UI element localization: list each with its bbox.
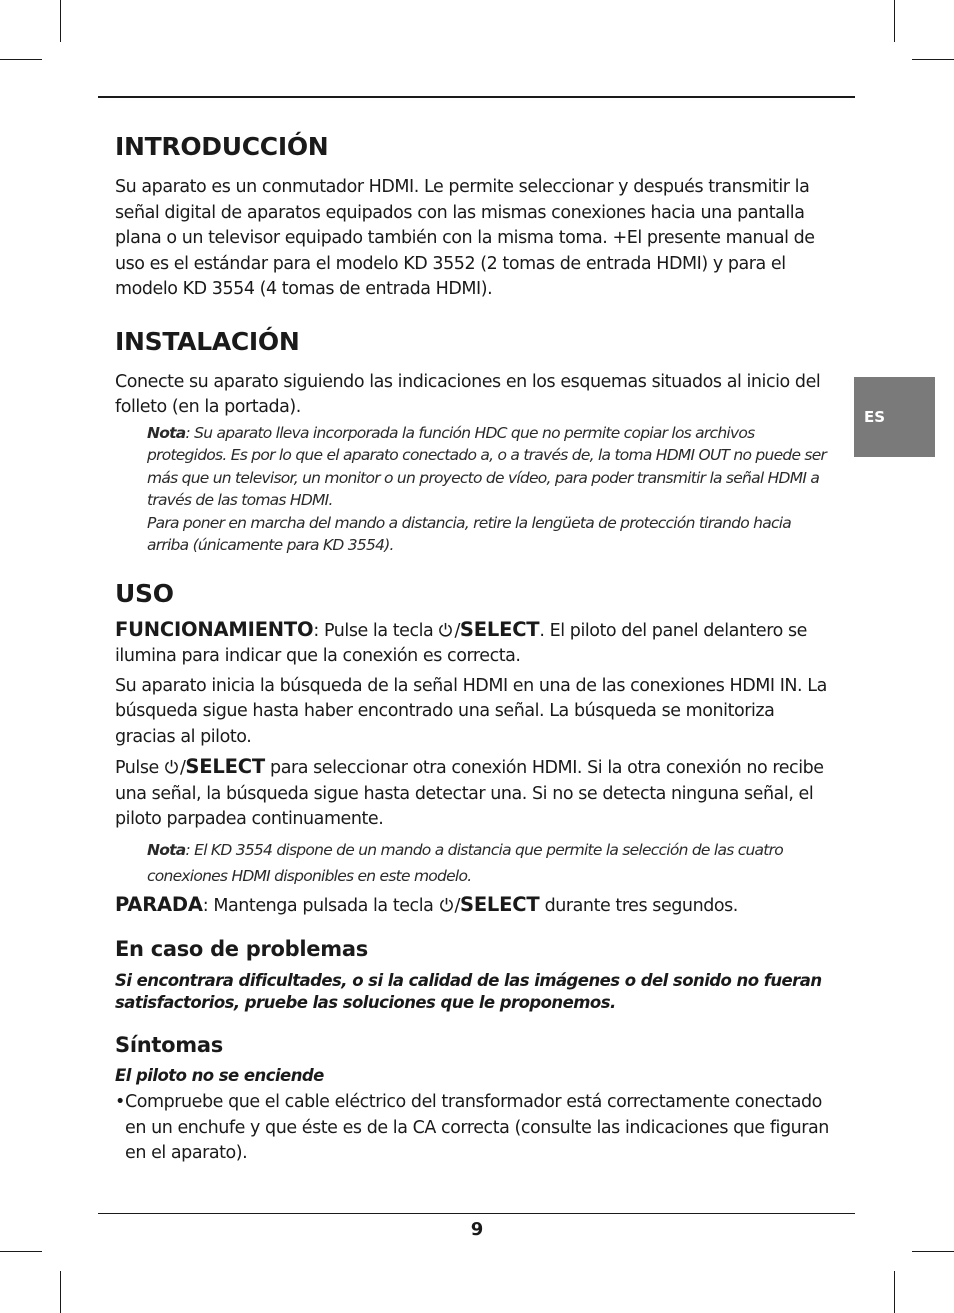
uso-heading: USO [115, 578, 174, 608]
select-key-label: SELECT [459, 617, 540, 641]
select-key-label: SELECT [459, 892, 540, 916]
crop-mark [894, 1271, 895, 1313]
page-number: 9 [470, 1219, 484, 1240]
troubleshooting-heading: En caso de problemas [115, 937, 368, 961]
pulse-text: Pulse [115, 758, 164, 778]
footer-rule [98, 1213, 855, 1214]
slash: / [179, 758, 186, 778]
operation-text: : Pulse la tecla [313, 620, 439, 641]
intro-body: Su aparato es un conmutador HDMI. Le permite seleccionar y después transmitir la señal digital de aparatos equipados con las mismas conexiones hacia una pantalla plana o un televisor equipado también con la misma toma. +El presente manual de uso es el estándar para el modelo KD 3552 (2 tomas de entrada HDMI) y para el modelo KD 3554 (4 tomas de entrada HDMI). [115, 177, 815, 299]
slash: / [454, 895, 460, 916]
note-text: : Su aparato lleva incorporada la función HDC que no permite copiar los archivos protegidos. Es por lo que el aparato conectado a, o a través de, la toma HDMI OUT no puede ser más que un televisor, un monitor o un proyecto de vídeo, para poder transmitir la señal HDMI a través de las tomas HDMI. [147, 423, 827, 509]
bullet-mark: • [115, 1092, 125, 1112]
operation-text-2: . El piloto del panel delantero se ilumina para indicar que la conexión es correcta. [115, 620, 807, 666]
stop-text: : Mantenga pulsada la tecla [202, 895, 439, 916]
power-icon [438, 622, 453, 637]
intro-heading: INTRODUCCIÓN [115, 132, 329, 161]
crop-mark [60, 1271, 61, 1313]
solution-text: Compruebe que el cable eléctrico del transformador está correctamente conectado en un enchufe y que éste es de la CA correcta (consulte las indicaciones que figuran en el aparato). [125, 1092, 829, 1163]
uso-note [147, 837, 835, 889]
select-key-label: SELECT [185, 755, 265, 778]
crop-mark [0, 1251, 42, 1252]
crop-mark [894, 0, 895, 42]
symptom-title: El piloto no se enciende [115, 1066, 324, 1085]
crop-mark [60, 0, 61, 42]
installation-note-remote: Para poner en marcha del mando a distancia, retire la lengüeta de protección tirando hacia arriba (únicamente para KD 3554). [147, 513, 792, 554]
power-icon [439, 897, 454, 912]
installation-heading: INSTALACIÓN [115, 326, 300, 356]
note-text: : El KD 3554 dispone de un mando a distancia que permite la selección de las cuatro conexiones HDMI disponibles en este modelo. [147, 840, 783, 885]
slash: / [454, 620, 460, 641]
solution-list-item [115, 1090, 835, 1167]
search-paragraph: Su aparato inicia la búsqueda de la señal HDMI en una de las conexiones HDMI IN. La búsqueda sigue hasta haber encontrado una señal. La búsqueda se monitoriza gracias al piloto. [115, 675, 827, 747]
language-tab [854, 377, 935, 457]
stop-text-2: durante tres segundos. [539, 895, 738, 916]
header-rule [98, 96, 855, 98]
crop-mark [912, 59, 954, 60]
symptoms-heading: Síntomas [115, 1033, 223, 1057]
select-paragraph [115, 754, 835, 833]
note-label: Nota [147, 423, 186, 442]
operation-paragraph [115, 617, 835, 670]
stop-paragraph [115, 892, 835, 920]
stop-label: PARADA [115, 892, 203, 916]
troubleshooting-intro: Si encontrara dificultades, o si la calidad de las imágenes o del sonido no fueran satisfactorios, pruebe las soluciones que le proponemos. [115, 971, 822, 1012]
crop-mark [0, 59, 42, 60]
crop-mark [912, 1251, 954, 1252]
power-icon [164, 759, 179, 774]
language-tab-label: ES [864, 408, 886, 426]
operation-label: FUNCIONAMIENTO [115, 617, 314, 641]
pulse-text-2: para seleccionar otra conexión HDMI. Si la otra conexión no recibe una señal, la búsqueda sigue hasta detectar una. Si no se detecta ninguna señal, el piloto parpadea continuamente. [115, 758, 824, 829]
note-label: Nota [147, 840, 186, 859]
installation-body: Conecte su aparato siguiendo las indicaciones en los esquemas situados al inicio del folleto (en la portada). [115, 371, 821, 417]
installation-note [147, 422, 835, 512]
page-content [115, 132, 835, 1167]
